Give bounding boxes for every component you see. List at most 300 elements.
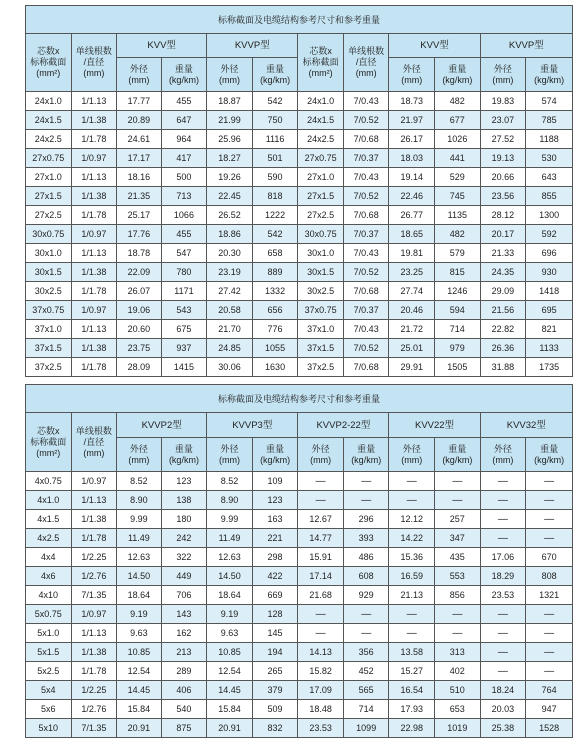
table-cell: 785 (526, 111, 573, 130)
table-cell: 123 (252, 491, 298, 510)
table-cell: 542 (252, 92, 298, 111)
table-cell: 26.77 (389, 206, 435, 225)
table-cell: 180 (161, 510, 207, 529)
table-cell: 15.82 (298, 662, 344, 681)
table-cell: — (389, 472, 435, 491)
table-cell: 1332 (252, 282, 298, 301)
table-cell: 855 (526, 187, 573, 206)
table-cell: 12.12 (389, 510, 435, 529)
table-row (26, 491, 573, 510)
outer-diameter-header: 外径 (mm) (298, 438, 344, 472)
table-cell: 30x1.0 (26, 244, 72, 263)
table-cell: 22.09 (117, 263, 162, 282)
table-cell: 1171 (161, 282, 207, 301)
table-cell: 24x2.5 (298, 130, 344, 149)
weight-header: 重量 (kg/km) (526, 58, 573, 92)
table-cell: 10.85 (207, 643, 253, 662)
table-cell: — (480, 491, 526, 510)
group-header-kvvp: KVVP型 (207, 34, 298, 58)
table-row (26, 282, 573, 301)
table-cell: 17.06 (480, 548, 526, 567)
table-cell: 257 (435, 510, 481, 529)
table-cell: 37x1.5 (26, 339, 72, 358)
table-cell: — (480, 510, 526, 529)
table-cell: 455 (161, 225, 207, 244)
table-cell: 501 (252, 149, 298, 168)
table-cell: — (480, 472, 526, 491)
table-cell: 929 (343, 586, 389, 605)
table-cell: — (480, 529, 526, 548)
table-cell: 17.17 (117, 149, 162, 168)
table-cell: 1/1.38 (71, 643, 117, 662)
table-cell: 482 (435, 225, 481, 244)
table-cell: 7/1.35 (71, 719, 117, 738)
table-cell: 1/0.97 (71, 149, 117, 168)
table-cell: 26.07 (117, 282, 162, 301)
table-cell: 24x2.5 (26, 130, 72, 149)
table-row (26, 719, 573, 738)
table-cell: 1/1.13 (71, 244, 117, 263)
table-cell: — (343, 491, 389, 510)
table-cell: 677 (435, 111, 481, 130)
table-cell: 27x1.0 (298, 168, 344, 187)
table-cell: 14.50 (207, 567, 253, 586)
table-cell: 7/0.68 (343, 130, 389, 149)
table-row (26, 168, 573, 187)
table-cell: 1/2.25 (71, 548, 117, 567)
table-cell: 14.77 (298, 529, 344, 548)
table-cell: 15.91 (298, 548, 344, 567)
core-section-header-right (298, 34, 344, 92)
table-row (26, 643, 573, 662)
table-cell: 18.24 (480, 681, 526, 700)
table-cell: 26.17 (389, 130, 435, 149)
table-cell: 20.66 (480, 168, 526, 187)
table-cell: 1/0.97 (71, 605, 117, 624)
core-section-header-2-text: 芯数x 标称截面 (mm²) (30, 425, 67, 458)
table-cell: 8.52 (117, 472, 162, 491)
table-cell: 265 (252, 662, 298, 681)
table-cell: 22.98 (389, 719, 435, 738)
table-cell: 486 (343, 548, 389, 567)
table-cell: 542 (252, 225, 298, 244)
table-cell: 7/0.52 (343, 339, 389, 358)
table-cell: 18.64 (207, 586, 253, 605)
table-cell: 23.56 (480, 187, 526, 206)
table-cell: 776 (252, 320, 298, 339)
table-cell: 27x1.5 (26, 187, 72, 206)
table-cell: — (343, 605, 389, 624)
outer-diameter-header: 外径 (mm) (389, 58, 435, 92)
weight-header: 重量 (kg/km) (252, 58, 298, 92)
table-cell: 14.13 (298, 643, 344, 662)
wire-count-diameter-header-2-text: 单线根数 /直径 (mm) (75, 425, 112, 458)
table-cell: 298 (252, 548, 298, 567)
table-cell: — (526, 510, 573, 529)
table-cell: 194 (252, 643, 298, 662)
table-cell: 808 (526, 567, 573, 586)
table-cell: 713 (161, 187, 207, 206)
wire-count-diameter-header-right (343, 34, 389, 92)
table-cell: 18.87 (207, 92, 253, 111)
table-cell: 21.72 (389, 320, 435, 339)
table-cell: 5x10 (26, 719, 72, 738)
table-cell: 313 (435, 643, 481, 662)
core-section-header-text: 芯数x 标称截面 (mm²) (30, 46, 67, 78)
table-cell: 24x1.5 (26, 111, 72, 130)
table-cell: 4x2.5 (26, 529, 72, 548)
table-cell: 1/1.38 (71, 510, 117, 529)
table-cell: 24x1.0 (26, 92, 72, 111)
table-cell: 18.48 (298, 700, 344, 719)
table-row (26, 529, 573, 548)
table-cell: 509 (252, 700, 298, 719)
table-cell: 7/0.37 (343, 149, 389, 168)
table-cell: 1099 (343, 719, 389, 738)
table-cell: 24.61 (117, 130, 162, 149)
table-cell: 128 (252, 605, 298, 624)
table-cell: 20.89 (117, 111, 162, 130)
table-cell: 17.09 (298, 681, 344, 700)
table-cell: 643 (526, 168, 573, 187)
table-cell: 1135 (435, 206, 481, 225)
table-cell: 449 (161, 567, 207, 586)
table-cell: 1/1.13 (71, 624, 117, 643)
table-cell: 7/0.68 (343, 358, 389, 377)
table-cell: 706 (161, 586, 207, 605)
table-cell: 17.76 (117, 225, 162, 244)
table-cell: 1/1.38 (71, 263, 117, 282)
table-cell: 18.86 (207, 225, 253, 244)
table-cell: 21.35 (117, 187, 162, 206)
table-cell: 22.82 (480, 320, 526, 339)
cable-spec-table-1 (25, 5, 573, 377)
table-cell: 30.06 (207, 358, 253, 377)
group-header-kvv: KVV型 (117, 34, 207, 58)
table-cell: 213 (161, 643, 207, 662)
table-cell: 5x2.5 (26, 662, 72, 681)
table-cell: 138 (161, 491, 207, 510)
table-cell: 5x1.0 (26, 624, 72, 643)
table-cell: 417 (161, 149, 207, 168)
table-cell: 30x1.0 (298, 244, 344, 263)
table-cell: — (389, 605, 435, 624)
table-cell: 1/1.78 (71, 206, 117, 225)
table-cell: 30x2.5 (298, 282, 344, 301)
table-cell: 10.85 (117, 643, 162, 662)
table-cell: 27.42 (207, 282, 253, 301)
table-cell: — (298, 605, 344, 624)
table-row (26, 586, 573, 605)
table-cell: — (298, 491, 344, 510)
table-cell: 832 (252, 719, 298, 738)
table-cell: 9.19 (117, 605, 162, 624)
table-cell: 1055 (252, 339, 298, 358)
table-cell: 5x1.5 (26, 643, 72, 662)
table-cell: 7/0.68 (343, 206, 389, 225)
table-cell: 1/1.38 (71, 339, 117, 358)
table-cell: 821 (526, 320, 573, 339)
table-cell: 745 (435, 187, 481, 206)
table-cell: 7/0.52 (343, 263, 389, 282)
table-cell: 9.99 (117, 510, 162, 529)
table-cell: — (526, 529, 573, 548)
table-cell: 964 (161, 130, 207, 149)
table-cell: 12.63 (207, 548, 253, 567)
table-cell: 1026 (435, 130, 481, 149)
table-cell: 547 (161, 244, 207, 263)
table-cell: 17.77 (117, 92, 162, 111)
table-cell: 30x1.5 (26, 263, 72, 282)
table-cell: 764 (526, 681, 573, 700)
table-cell: 9.99 (207, 510, 253, 529)
table-cell: 20.17 (480, 225, 526, 244)
table-cell: 1/1.78 (71, 282, 117, 301)
table-cell: 1222 (252, 206, 298, 225)
table-cell: 19.14 (389, 168, 435, 187)
table-cell: 18.73 (389, 92, 435, 111)
table-cell: 27x0.75 (26, 149, 72, 168)
table-cell: 590 (252, 168, 298, 187)
table-1-title: 标称截面及电缆结构参考尺寸和参考重量 (26, 6, 573, 34)
table-cell: 540 (161, 700, 207, 719)
table-row (26, 605, 573, 624)
table-cell: 23.75 (117, 339, 162, 358)
table-cell: 780 (161, 263, 207, 282)
table-cell: 653 (435, 700, 481, 719)
table-cell: 656 (252, 301, 298, 320)
table-cell: 1505 (435, 358, 481, 377)
table-cell: 16.54 (389, 681, 435, 700)
table-cell: 20.46 (389, 301, 435, 320)
table-cell: 19.13 (480, 149, 526, 168)
table-cell: 28.12 (480, 206, 526, 225)
table-cell: 19.26 (207, 168, 253, 187)
table-cell: 143 (161, 605, 207, 624)
table-cell: 379 (252, 681, 298, 700)
table-cell: — (526, 472, 573, 491)
group-header-kvvp3: KVVP3型 (207, 413, 298, 438)
table-cell: 4x0.75 (26, 472, 72, 491)
table-cell: 8.90 (207, 491, 253, 510)
table-cell: 1/0.97 (71, 225, 117, 244)
table-cell: 7/0.37 (343, 301, 389, 320)
table-row (26, 320, 573, 339)
outer-diameter-header: 外径 (mm) (480, 58, 526, 92)
table-cell: 19.83 (480, 92, 526, 111)
table-cell: 4x4 (26, 548, 72, 567)
table-cell: 30x0.75 (26, 225, 72, 244)
table-cell: 1019 (435, 719, 481, 738)
table-cell: 553 (435, 567, 481, 586)
table-cell: 530 (526, 149, 573, 168)
table-cell: 7/0.52 (343, 187, 389, 206)
table-cell: 242 (161, 529, 207, 548)
table-cell: 18.27 (207, 149, 253, 168)
table-cell: 27x1.5 (298, 187, 344, 206)
table-cell: 21.97 (389, 111, 435, 130)
table-cell: 1/1.78 (71, 529, 117, 548)
table-row (26, 339, 573, 358)
table-cell: 23.07 (480, 111, 526, 130)
table-cell: — (298, 472, 344, 491)
table-2-title: 标称截面及电缆结构参考尺寸和参考重量 (26, 385, 573, 413)
table-cell: 658 (252, 244, 298, 263)
table-cell: 123 (161, 472, 207, 491)
table-cell: 608 (343, 567, 389, 586)
table-row (26, 244, 573, 263)
table-row (26, 567, 573, 586)
wire-count-diameter-header-right-text: 单线根数 /直径 (mm) (348, 46, 385, 78)
table-cell: 22.46 (389, 187, 435, 206)
table-cell: 27.74 (389, 282, 435, 301)
table-cell: 8.52 (207, 472, 253, 491)
table-cell: 1/1.78 (71, 358, 117, 377)
core-section-header-right-text: 芯数x 标称截面 (mm²) (302, 46, 339, 78)
table-row (26, 662, 573, 681)
table-row (26, 130, 573, 149)
table-cell: 1/2.76 (71, 700, 117, 719)
table-cell: 347 (435, 529, 481, 548)
group-header-kvv32: KVV32型 (480, 413, 572, 438)
table-cell: 29.09 (480, 282, 526, 301)
table-row (26, 681, 573, 700)
table-cell: 15.84 (117, 700, 162, 719)
table-cell: 818 (252, 187, 298, 206)
table-cell: 11.49 (207, 529, 253, 548)
table-cell: 27x0.75 (298, 149, 344, 168)
table-cell: 17.14 (298, 567, 344, 586)
table-cell: 8.90 (117, 491, 162, 510)
table-cell: 27x1.0 (26, 168, 72, 187)
table-cell: 7/0.43 (343, 244, 389, 263)
table-cell: 7/1.35 (71, 586, 117, 605)
table-cell: 20.91 (207, 719, 253, 738)
table-cell: 37x2.5 (26, 358, 72, 377)
table-cell: 1415 (161, 358, 207, 377)
table-cell: 647 (161, 111, 207, 130)
table-cell: 37x1.5 (298, 339, 344, 358)
table-cell: 500 (161, 168, 207, 187)
table-cell: — (389, 491, 435, 510)
table-cell: 1/1.13 (71, 92, 117, 111)
table-cell: 856 (435, 586, 481, 605)
table-cell: 4x1.5 (26, 510, 72, 529)
table-cell: — (298, 624, 344, 643)
table-cell: 162 (161, 624, 207, 643)
table-cell: 20.58 (207, 301, 253, 320)
table-cell: 29.91 (389, 358, 435, 377)
table-cell: 979 (435, 339, 481, 358)
table-cell: 25.38 (480, 719, 526, 738)
table-cell: — (435, 624, 481, 643)
table-row (26, 187, 573, 206)
table-cell: 543 (161, 301, 207, 320)
table-cell: 1246 (435, 282, 481, 301)
table-row (26, 92, 573, 111)
table-cell: — (343, 624, 389, 643)
table-cell: 23.25 (389, 263, 435, 282)
table-cell: 18.64 (117, 586, 162, 605)
table-cell: 714 (435, 320, 481, 339)
table-cell: 15.84 (207, 700, 253, 719)
table-cell: 12.54 (207, 662, 253, 681)
table-cell: 714 (343, 700, 389, 719)
table-cell: 14.45 (207, 681, 253, 700)
table-cell: 1/1.13 (71, 168, 117, 187)
table-cell: 24x1.0 (298, 92, 344, 111)
table-cell: 21.56 (480, 301, 526, 320)
table-cell: 1/1.13 (71, 491, 117, 510)
table-cell: 109 (252, 472, 298, 491)
table-cell: — (480, 605, 526, 624)
table-row (26, 472, 573, 491)
table-cell: 163 (252, 510, 298, 529)
weight-header: 重量 (kg/km) (161, 58, 207, 92)
weight-header: 重量 (kg/km) (435, 438, 481, 472)
table-cell: 19.81 (389, 244, 435, 263)
table-cell: — (480, 643, 526, 662)
table-cell: 21.68 (298, 586, 344, 605)
table-cell: 27.52 (480, 130, 526, 149)
weight-header: 重量 (kg/km) (526, 438, 573, 472)
table-cell: 30x2.5 (26, 282, 72, 301)
table-cell: 14.50 (117, 567, 162, 586)
table-cell: 15.27 (389, 662, 435, 681)
table-cell: 510 (435, 681, 481, 700)
table-cell: 20.60 (117, 320, 162, 339)
table-row (26, 510, 573, 529)
table-cell: 13.58 (389, 643, 435, 662)
table-cell: 406 (161, 681, 207, 700)
table-row (26, 624, 573, 643)
table-cell: — (435, 472, 481, 491)
group-header-kvv22: KVV22型 (389, 413, 480, 438)
table-cell: 1/0.97 (71, 472, 117, 491)
table-cell: 14.22 (389, 529, 435, 548)
outer-diameter-header: 外径 (mm) (207, 438, 253, 472)
table-cell: — (526, 491, 573, 510)
table-cell: — (435, 605, 481, 624)
table-cell: 1/0.97 (71, 301, 117, 320)
table-cell: 696 (526, 244, 573, 263)
table-cell: 25.96 (207, 130, 253, 149)
table-row (26, 263, 573, 282)
table-cell: 23.19 (207, 263, 253, 282)
table-row (26, 358, 573, 377)
table-cell: 1/2.76 (71, 567, 117, 586)
table-cell: — (480, 662, 526, 681)
table-cell: 296 (343, 510, 389, 529)
weight-header: 重量 (kg/km) (435, 58, 481, 92)
table-cell: — (526, 624, 573, 643)
table-cell: 1066 (161, 206, 207, 225)
table-cell: 452 (343, 662, 389, 681)
table-row (26, 700, 573, 719)
table-cell: 9.63 (117, 624, 162, 643)
table-cell: 1735 (526, 358, 573, 377)
table-cell: — (435, 491, 481, 510)
table-cell: 422 (252, 567, 298, 586)
table-cell: 37x1.0 (26, 320, 72, 339)
table-cell: 402 (435, 662, 481, 681)
table-cell: 18.03 (389, 149, 435, 168)
table-row (26, 548, 573, 567)
table-cell: — (526, 662, 573, 681)
table-cell: 25.17 (117, 206, 162, 225)
group-header-kvvp2-22: KVVP2-22型 (298, 413, 389, 438)
table-cell: 1/1.78 (71, 130, 117, 149)
